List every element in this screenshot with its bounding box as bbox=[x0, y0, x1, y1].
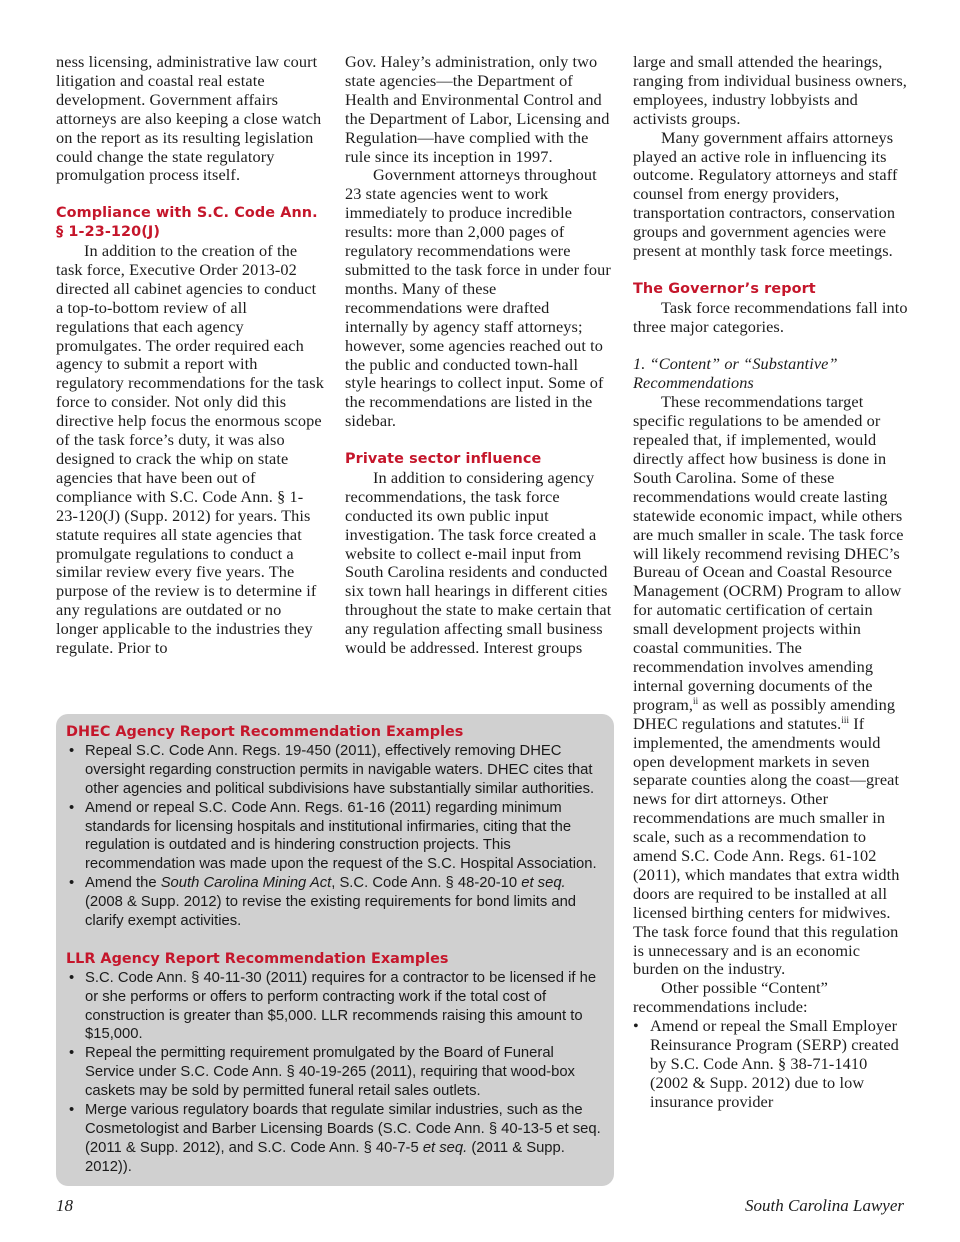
list-item-text: Amend the bbox=[85, 875, 161, 892]
col3-p4-part-b: as well as possibly amending DHEC regulations and statutes. bbox=[633, 694, 896, 733]
col3-subheading: 1. “Content” or “Substantive” Recommendations bbox=[633, 354, 838, 393]
bullet-icon: • bbox=[69, 875, 75, 892]
list-item bbox=[633, 1017, 908, 1112]
dhec-heading: DHEC Agency Report Recommendation Examples bbox=[66, 724, 464, 740]
bullet-icon: • bbox=[69, 1102, 75, 1119]
col1-paragraph-1: ness licensing, administrative law court litigation and coastal real estate development. Government affairs attorneys are also keeping a close watch on the report as its resulting legislation could change the state regulatory promulgation process itself. bbox=[56, 52, 322, 185]
list-item bbox=[66, 1044, 602, 1101]
et-seq: et seq. bbox=[521, 875, 566, 892]
act-title: South Carolina Mining Act bbox=[160, 875, 332, 892]
footnote-ref-ii[interactable]: ii bbox=[693, 695, 699, 706]
col3-list bbox=[633, 1017, 908, 1112]
list-item-text: Amend or repeal S.C. Code Ann. Regs. 61-16 (2011) regarding minimum standards for licensing hospitals and institutional infirmaries, citing that the regulation is outdated and is hindering construction projects. This recommendation was made upon the request of the S.C. Hospital Association. bbox=[85, 799, 597, 873]
col2-heading: Private sector influence bbox=[345, 451, 542, 468]
column-3 bbox=[633, 53, 908, 1112]
bullet-icon: • bbox=[69, 799, 75, 816]
et-seq: et seq. bbox=[422, 1139, 468, 1156]
col3-paragraph-4 bbox=[633, 393, 908, 979]
list-item-text: S.C. Code Ann. § 40-11-30 (2011) requires for a contractor to be licensed if he or she performs or offers to perform contracting work if the total cost of construction is greater than $5,000. LLR recommends raising this amount to $15,000. bbox=[85, 969, 597, 1043]
page-number: 18 bbox=[56, 1196, 73, 1215]
bullet-icon: • bbox=[633, 1016, 639, 1036]
col3-p4-part-a: These recommendations target specific regulations to be amended or repealed that, if implemented, would directly affect how business is done in South Carolina. Some of these recommendations would create lasting statewide economic impact, while others are much smaller in scale. The task force will likely recommend revising DHEC’s Bureau of Ocean and Coastal Resource Management (OCRM) Program to allow for automatic certification of certain small development projects within coastal communities. The recommendation involves amending internal governing documents of the program, bbox=[633, 392, 904, 714]
bullet-icon: • bbox=[69, 742, 75, 759]
list-item bbox=[66, 1101, 602, 1177]
list-item-text: Repeal the permitting requirement promulgated by the Board of Funeral Service under S.C. Code Ann. § 40-19-265 (2011), requiring that wood-box caskets may be sold by permitted funeral retail sales outlets. bbox=[85, 1045, 575, 1100]
publication-name: South Carolina Lawyer bbox=[745, 1196, 904, 1215]
footnote-ref-iii[interactable]: iii bbox=[841, 714, 850, 725]
list-item-text: Merge various regulatory boards that regulate similar industries, such as the Cosmetologist and Barber Licensing Boards (S.C. Code Ann. § 40-13-5 et seq. (2011 & Supp. 2012), and S.C. Code Ann. § 40-7-5 bbox=[85, 1102, 601, 1156]
list-item bbox=[66, 874, 602, 931]
list-item-text: (2011 & Supp. 2012)). bbox=[85, 1139, 565, 1175]
list-item bbox=[66, 799, 602, 875]
col3-heading: The Governor’s report bbox=[633, 280, 816, 297]
col3-p4-part-c: If implemented, the amendments would open development markets in seven separate counties along the coast—great news for dirt attorneys. Other recommendations are much smaller in scale, such as a recommendation to amend S.C. Code Ann. Regs. 61-102 (2011), which mandates that extra width doors are required to be installed at all licensed birthing centers for midwives. The task force found that this regulation is unnecessary and is an economic burden on the industry. bbox=[633, 713, 900, 979]
list-item bbox=[66, 969, 602, 1045]
llr-heading: LLR Agency Report Recommendation Examples bbox=[66, 950, 449, 967]
dhec-list bbox=[66, 742, 602, 931]
list-item-text: Amend or repeal the Small Employer Reinsurance Program (SERP) created by S.C. Code Ann. § 38-71-1410 (2002 & Supp. 2012) due to low insurance provider bbox=[650, 1016, 899, 1111]
column-1 bbox=[56, 53, 324, 658]
col1-paragraph-2: In addition to the creation of the task force, Executive Order 2013-02 directed all cabinet agencies to conduct a top-to-bottom review of all regulations that each agency promulgates. The order required each agency to submit a report with regulatory recommendations for the task force to consider. Not only did this directive help focus the enormous scope of the task force’s duty, it was also designed to crack the whip on state agencies that have been out of compliance with S.C. Code Ann. § 1-23-120(J) (Supp. 2012) for years. This statute requires all state agencies that promulgate regulations to conduct a similar review every five years. The purpose of the review is to determine if any regulations are outdated or no longer applicable to the industries they regulate. Prior to bbox=[56, 241, 324, 658]
col1-heading: Compliance with S.C. Code Ann. § 1-23-120(J) bbox=[56, 205, 318, 241]
col2-paragraph-1: Gov. Haley’s administration, only two state agencies—the Department of Health and Environmental Control and the Department of Labor, Licensing and Regulation—have complied with the rule since its inception in 1997. bbox=[345, 52, 610, 166]
list-item bbox=[66, 742, 602, 799]
recommendations-sidebar bbox=[56, 714, 614, 1186]
col2-paragraph-2: Government attorneys throughout 23 state agencies went to work immediately to produce incredible results: more than 2,000 pages of regulatory recommendations were submitted to the task force in under four months. Many of these recommendations were drafted internally by agency staff attorneys; however, some agencies reached out to the public and conducted town-hall style hearings to collect input. Some of the recommendations are listed in the sidebar. bbox=[345, 165, 611, 431]
col2-paragraph-3: In addition to considering agency recommendations, the task force conducted its own public input investigation. The task force created a website to collect e-mail input from South Carolina residents and conducted six town hall hearings in different cities throughout the state to make certain that any regulation affecting small business would be addressed. Interest groups bbox=[345, 467, 612, 658]
list-item-text: , S.C. Code Ann. § 48-20-10 bbox=[331, 875, 522, 892]
list-item-text: Repeal S.C. Code Ann. Regs. 19-450 (2011), effectively removing DHEC oversight regarding construction permits in navigable waters. DHEC cites that other agencies and political subdivisions have substantially similar authorities. bbox=[85, 742, 595, 797]
col3-paragraph-2: Many government affairs attorneys played an active role in influencing its outcome. Regulatory attorneys and staff counsel from energy providers, transportation contractors, conservation groups and government agencies were present at monthly task force meetings. bbox=[633, 127, 898, 261]
list-item-text: (2008 & Supp. 2012) to revise the existing requirements for bond limits and clarify exempt activities. bbox=[85, 894, 577, 930]
bullet-icon: • bbox=[69, 969, 75, 986]
column-2 bbox=[345, 53, 613, 658]
bullet-icon: • bbox=[69, 1045, 75, 1062]
col3-paragraph-5: Other possible “Content” recommendations include: bbox=[633, 978, 828, 1017]
col3-paragraph-3: Task force recommendations fall into three major categories. bbox=[633, 297, 908, 336]
col3-paragraph-1: large and small attended the hearings, ranging from individual business owners, employees, industry lobbyists and activists groups. bbox=[633, 52, 907, 128]
llr-list bbox=[66, 969, 602, 1177]
